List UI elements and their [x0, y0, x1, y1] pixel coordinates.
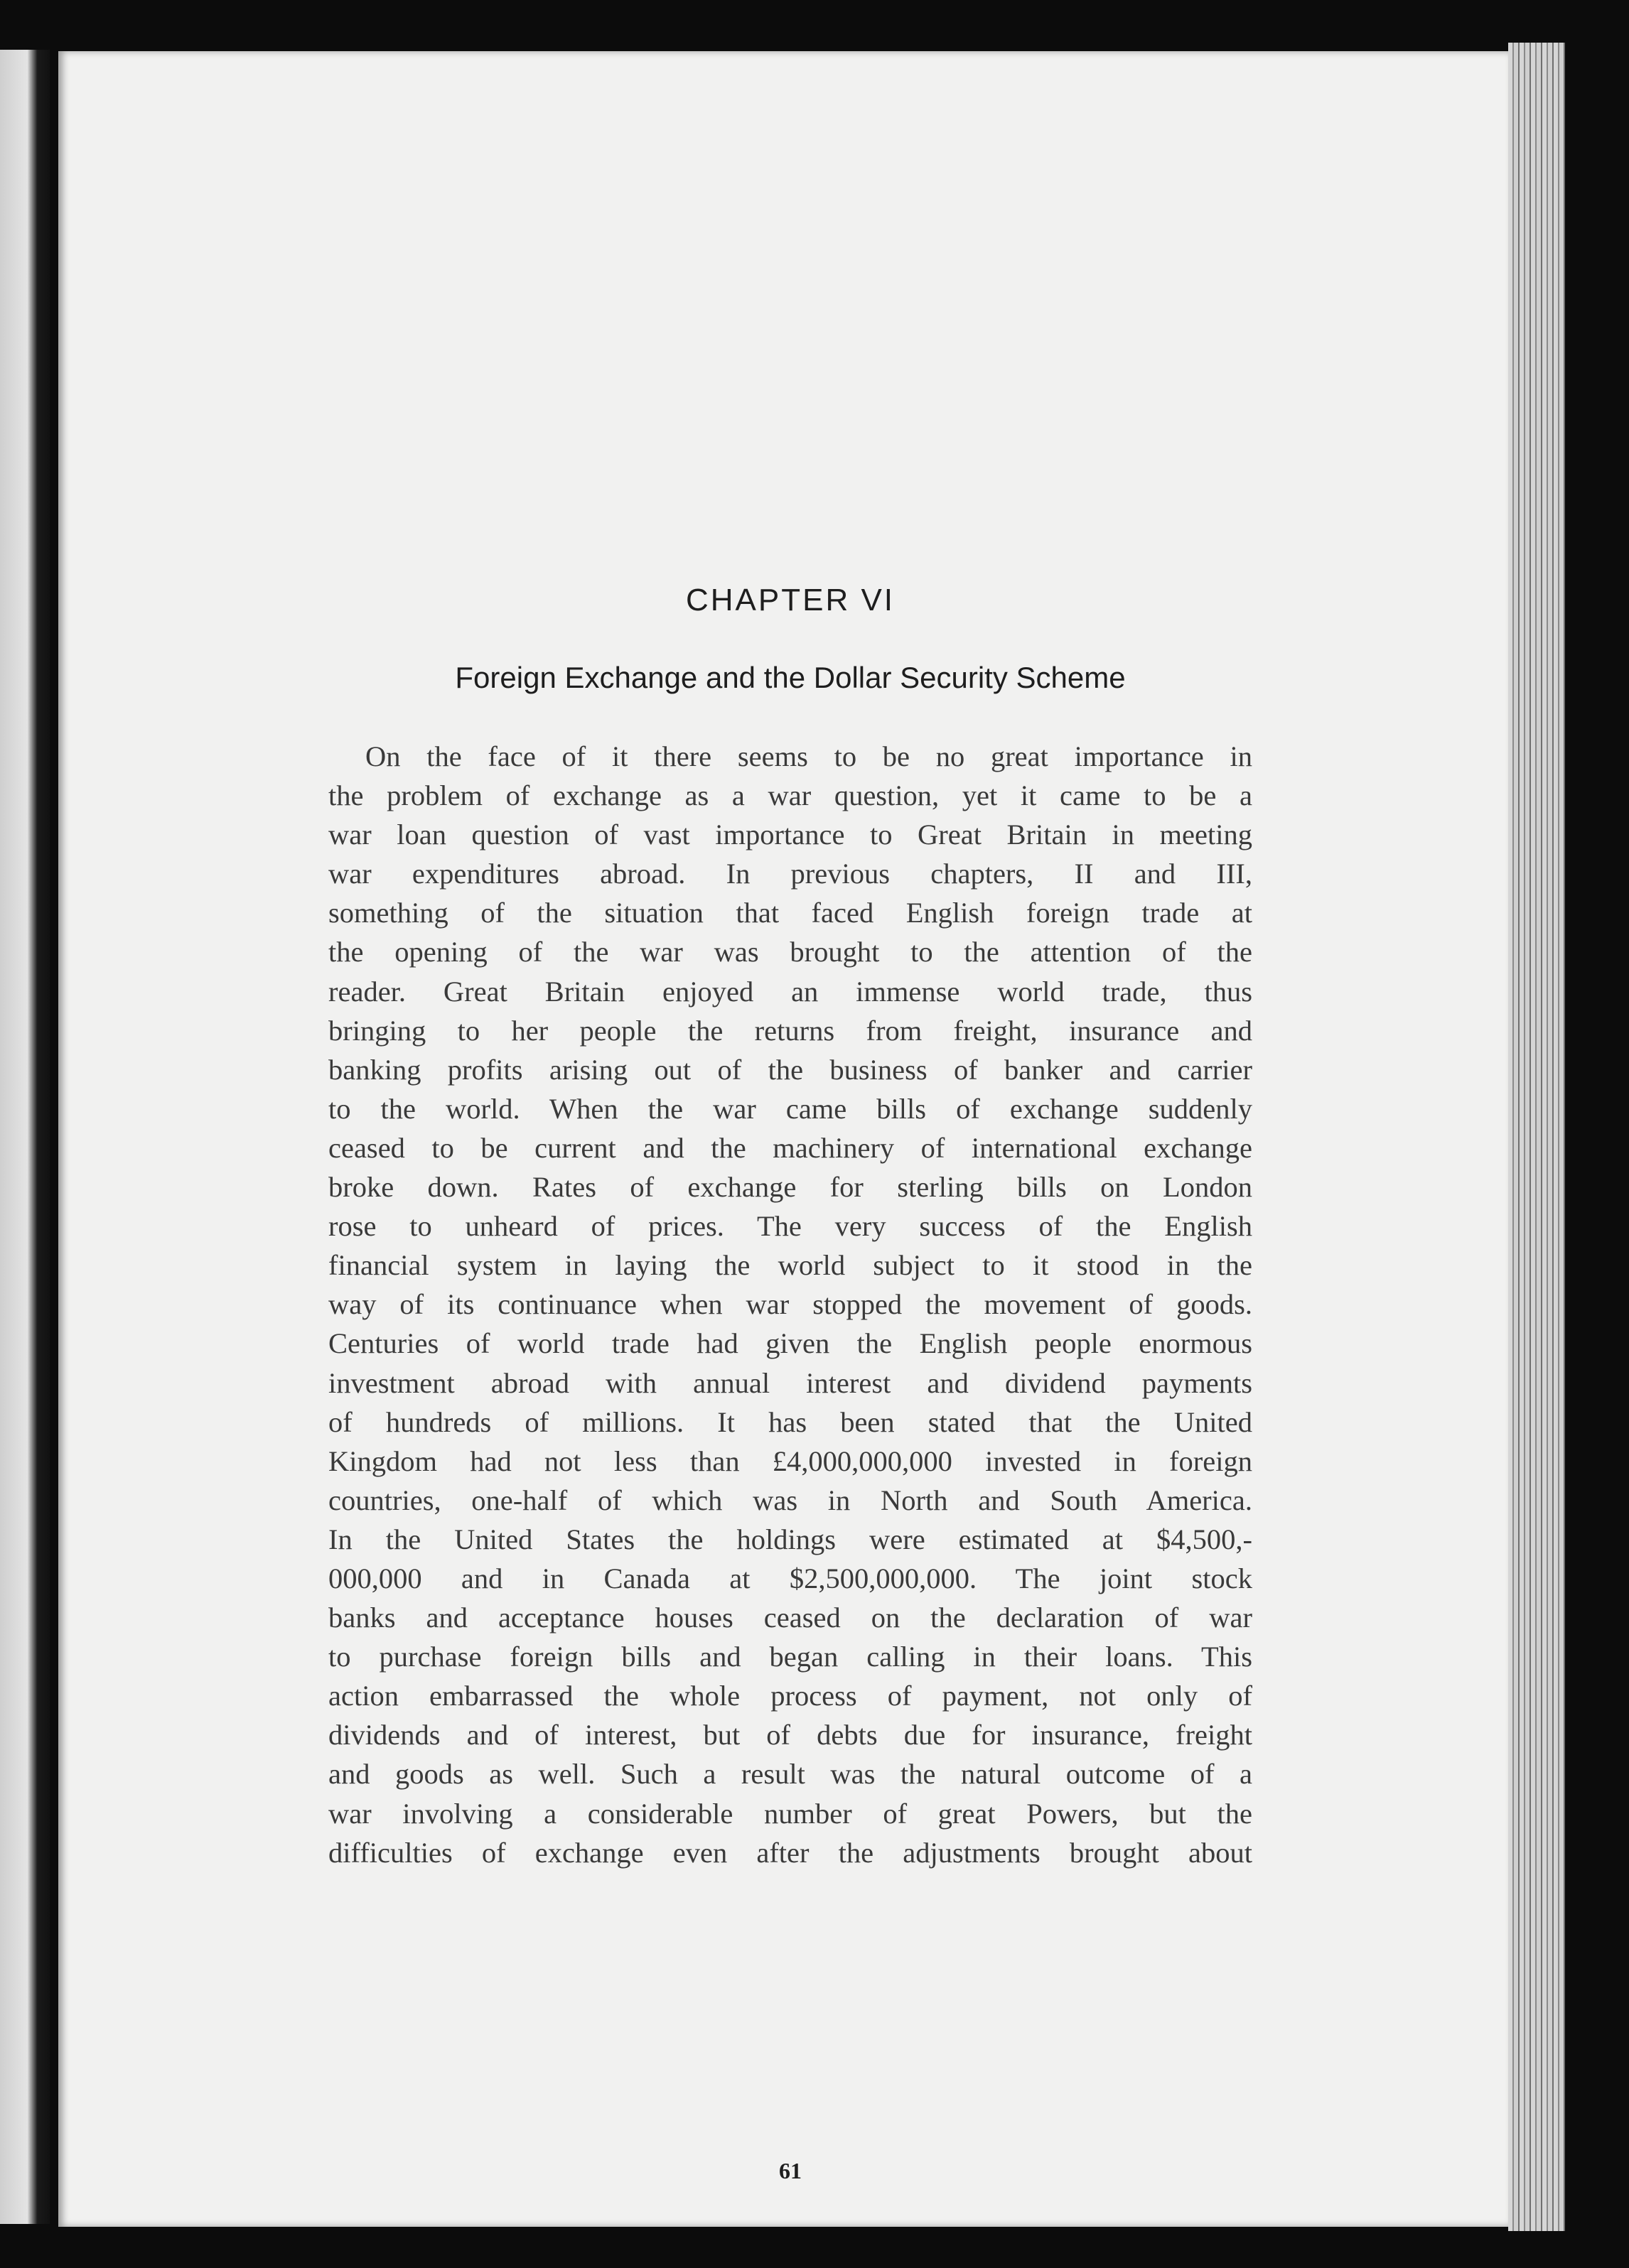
facing-page-edge — [0, 50, 50, 2224]
text-line: to purchase foreign bills and began calling in their loans. This — [328, 1641, 1252, 1673]
text-line: reader. Great Britain enjoyed an immense world trade, thus — [328, 975, 1252, 1008]
page-stack-edge — [1508, 43, 1565, 2231]
scan-border — [1565, 36, 1629, 2238]
text-line: something of the situation that faced English foreign trade at — [328, 897, 1252, 929]
body-text — [328, 737, 1252, 1872]
text-line: 000,000 and in Canada at $2,500,000,000. The joint stock — [328, 1562, 1252, 1594]
text-line: bringing to her people the returns from freight, insurance and — [328, 1014, 1252, 1047]
text-line: way of its continuance when war stopped the movement of goods. — [328, 1288, 1252, 1321]
text-line: financial system in laying the world subject to it stood in the — [328, 1249, 1252, 1282]
text-line: to the world. When the war came bills of exchange suddenly — [328, 1092, 1252, 1125]
text-line: the opening of the war was brought to the attention of the — [328, 936, 1252, 968]
text-line: of hundreds of millions. It has been stated that the United — [328, 1405, 1252, 1438]
chapter-title: Foreign Exchange and the Dollar Security Scheme — [455, 661, 1126, 694]
text-line: war expenditures abroad. In previous chapters, II and III, — [328, 858, 1252, 890]
text-line: ceased to be current and the machinery of international exchange — [328, 1131, 1252, 1164]
text-line: war loan question of vast importance to Great Britain in meeting — [328, 819, 1252, 851]
text-line: rose to unheard of prices. The very success of the English — [328, 1210, 1252, 1243]
text-line: difficulties of exchange even after the adjustments brought about — [328, 1836, 1252, 1869]
text-line: banks and acceptance houses ceased on the declaration of war — [328, 1602, 1252, 1634]
text-line: broke down. Rates of exchange for sterling bills on London — [328, 1171, 1252, 1204]
text-line: Kingdom had not less than £4,000,000,000 invested in foreign — [328, 1444, 1252, 1477]
text-line: Centuries of world trade had given the English people enormous — [328, 1327, 1252, 1360]
text-line: On the face of it there seems to be no great importance in — [365, 740, 1252, 772]
chapter-number: CHAPTER VI — [685, 583, 896, 617]
text-line: countries, one-half of which was in North and South America. — [328, 1484, 1252, 1516]
page-number: 61 — [779, 2158, 802, 2183]
text-line: the problem of exchange as a war question, yet it came to be a — [328, 779, 1252, 812]
text-line: war involving a considerable number of great Powers, but the — [328, 1797, 1252, 1830]
text-line: and goods as well. Such a result was the natural outcome of a — [328, 1758, 1252, 1791]
text-line: dividends and of interest, but of debts due for insurance, freight — [328, 1719, 1252, 1751]
text-line: investment abroad with annual interest and dividend payments — [328, 1366, 1252, 1399]
text-line: action embarrassed the whole process of payment, not only of — [328, 1680, 1252, 1712]
text-line: In the United States the holdings were estimated at $4,500,- — [328, 1523, 1252, 1555]
text-line: banking profits arising out of the business of banker and carrier — [328, 1053, 1252, 1086]
book-page — [58, 51, 1508, 2227]
